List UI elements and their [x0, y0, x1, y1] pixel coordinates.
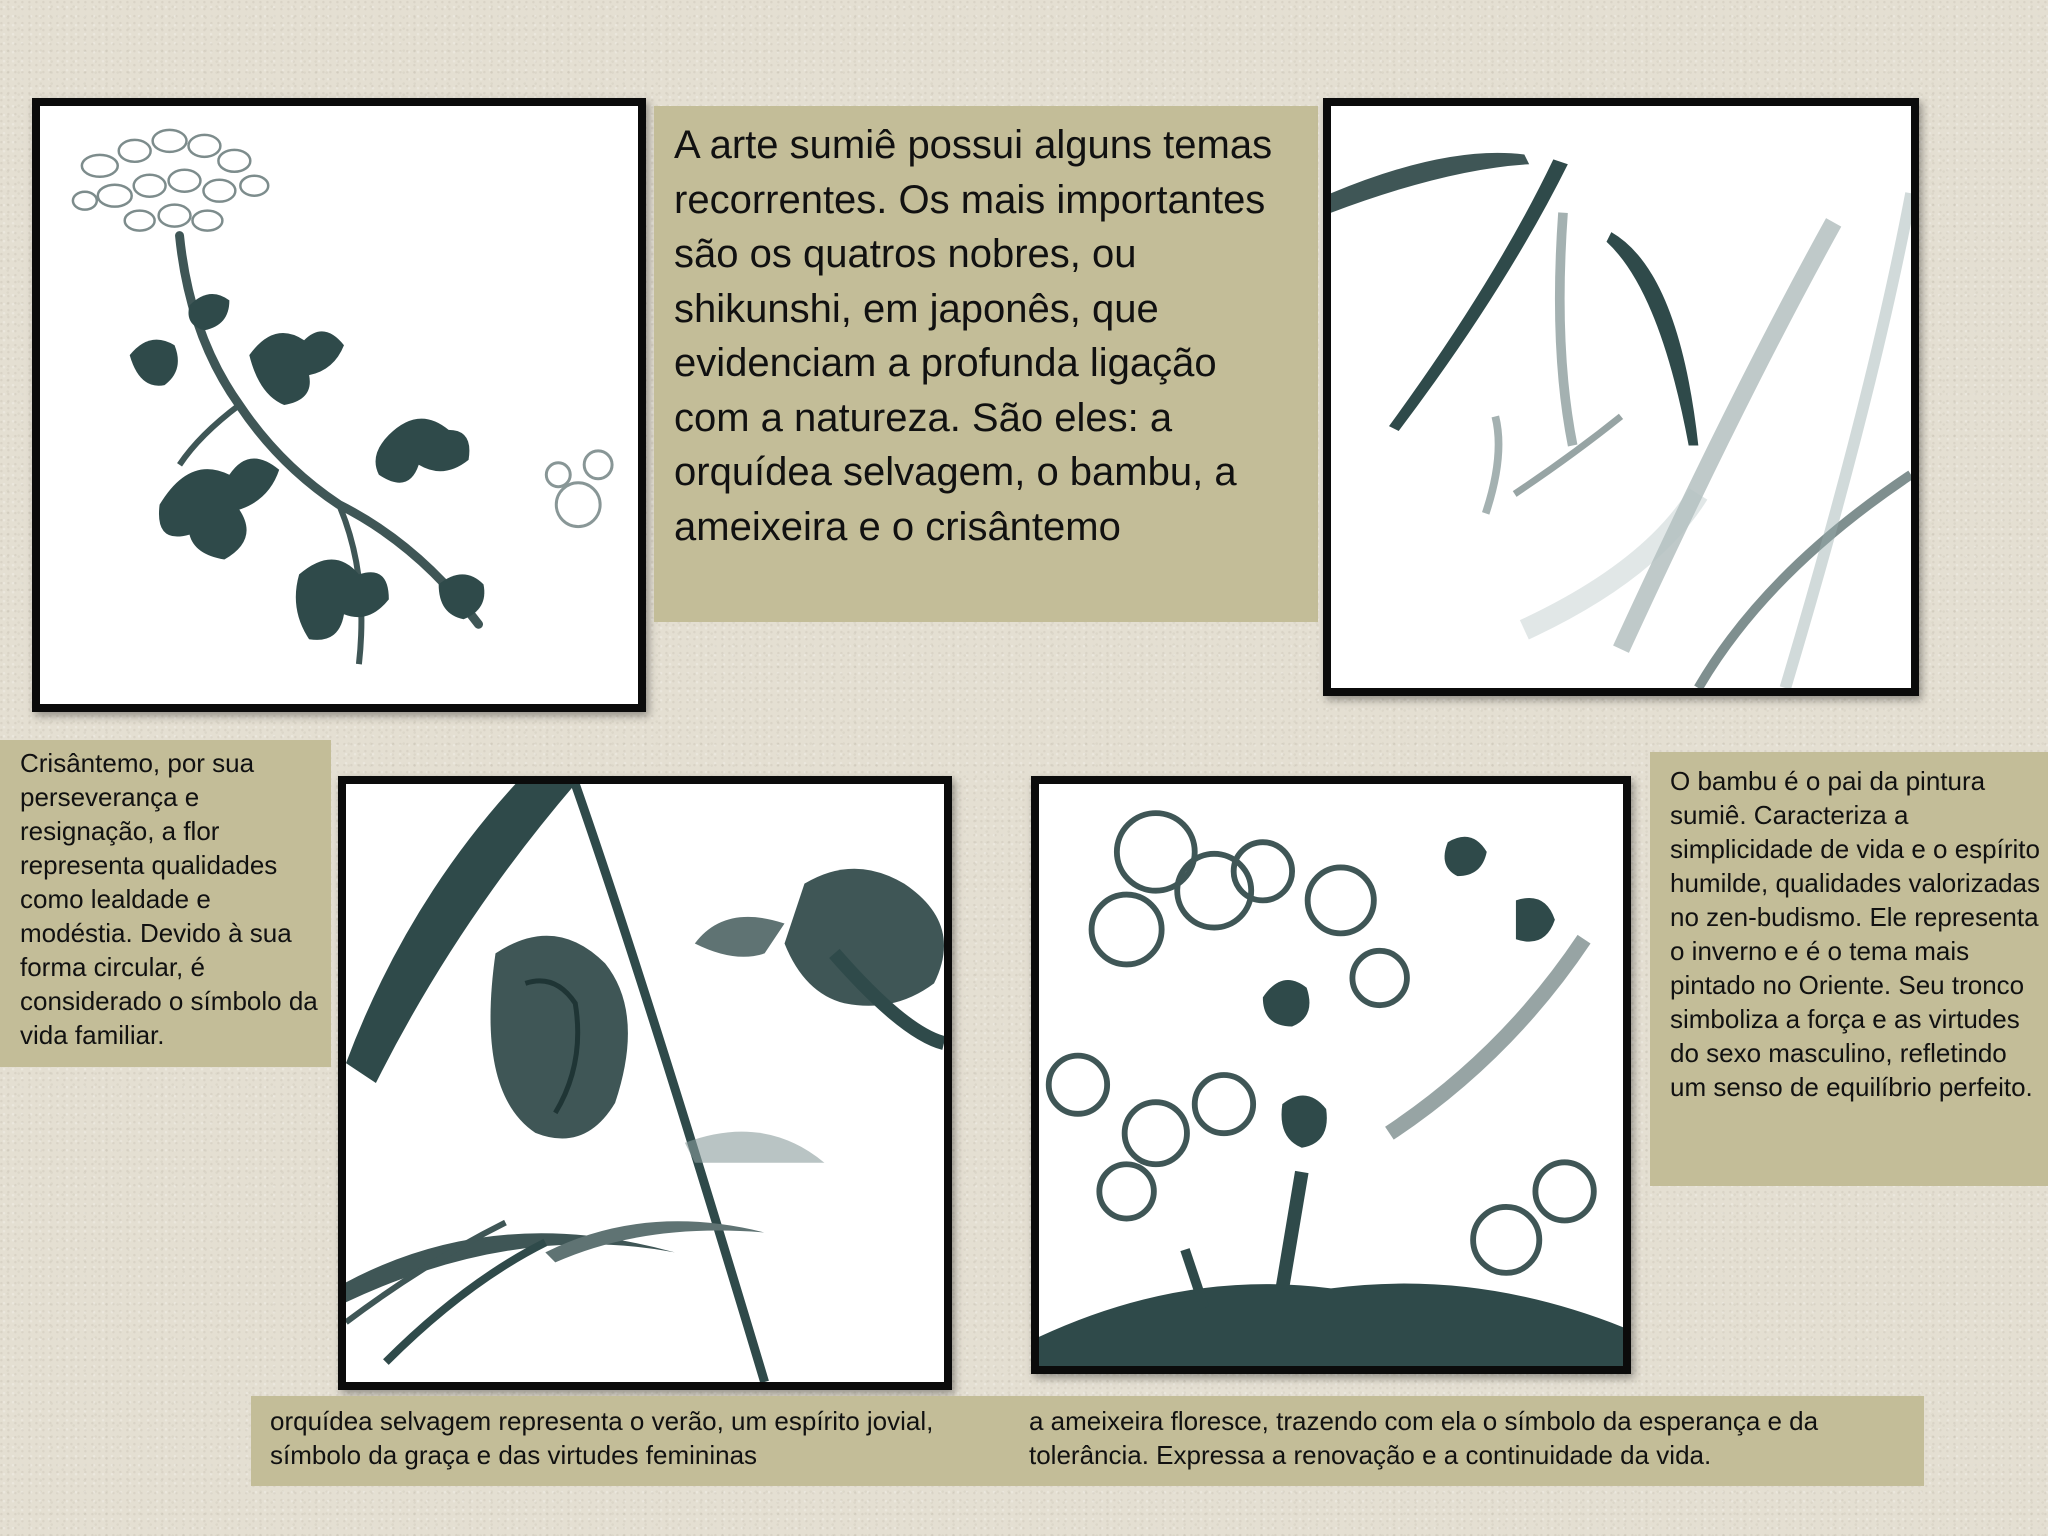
- bamboo-caption: O bambu é o pai da pintura sumiê. Caracteriza a simplicidade de vida e o espírito humilde, qualidades valorizadas no zen-budismo. Ele representa o inverno e é o tema mais pintado no Oriente. Seu tronco simboliza a força e as virtudes do sexo masculino, refletindo um senso de equilíbrio perfeito.: [1670, 766, 2041, 1102]
- intro-text: A arte sumiê possui alguns temas recorrentes. Os mais importantes são os quatros nobres, ou shikunshi, em japonês, que evidenciam a profunda ligação com a natureza. São eles: a orquídea selvagem, o bambu, a ameixeira e o crisântemo: [674, 123, 1273, 549]
- intro-text-box: [654, 106, 1318, 622]
- orchid-caption: orquídea selvagem representa o verão, um espírito jovial, símbolo da graça e das virtudes femininas: [270, 1406, 934, 1470]
- plum-blossom-painting: [1031, 776, 1631, 1374]
- orchid-painting: [338, 776, 952, 1390]
- bamboo-caption-box: [1650, 752, 2048, 1186]
- bamboo-painting: [1323, 98, 1919, 696]
- bottom-caption-box: [251, 1396, 1924, 1486]
- plum-caption: a ameixeira floresce, trazendo com ela o símbolo da esperança e da tolerância. Expressa a renovação e a continuidade da vida.: [1029, 1406, 1819, 1470]
- chrysanthemum-painting: [32, 98, 646, 712]
- chrysanthemum-caption: Crisântemo, por sua perseverança e resignação, a flor representa qualidades como lealdade e modéstia. Devido à sua forma circular, é considerado o símbolo da vida familiar.: [20, 748, 318, 1050]
- chrysanthemum-caption-box: [0, 740, 331, 1067]
